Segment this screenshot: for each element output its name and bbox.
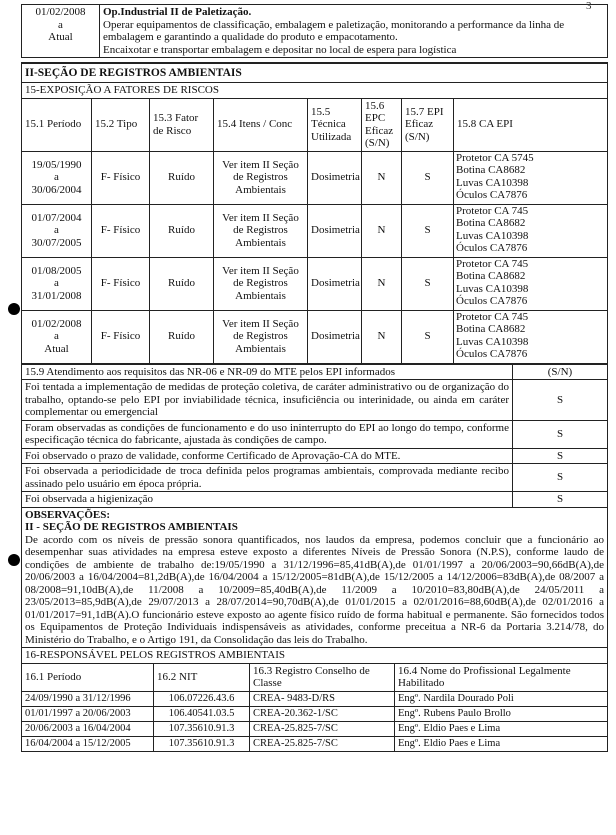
epi-sn-header: (S/N) — [513, 364, 608, 380]
responsible-table — [21, 647, 608, 752]
epi-requirement-row — [22, 420, 608, 448]
risk-factor-cell: Ruído — [150, 310, 214, 363]
epi-requirement-value: S — [513, 464, 608, 492]
risk-ca-line: Botina CA8682 — [456, 217, 526, 229]
risk-items-cell: Ver item II Seção de Registros Ambientais — [214, 257, 308, 310]
risk-ca-line: Protetor CA 745 — [456, 257, 529, 270]
risk-header-cell: 15.7 EPI Eficaz (S/N) — [402, 98, 454, 151]
responsible-registry: CREA- 9483-D/RS — [250, 691, 395, 706]
responsible-period: 20/06/2003 a 16/04/2004 — [22, 721, 154, 736]
page-corner-mark: 3 — [586, 0, 592, 12]
risk-epi-cell: S — [402, 257, 454, 310]
responsible-period: 01/01/1997 a 20/06/2003 — [22, 706, 154, 721]
risk-header-cell: 15.1 Período — [22, 98, 92, 151]
risk-ca-cell — [454, 257, 608, 310]
responsible-period: 24/09/1990 a 31/12/1996 — [22, 691, 154, 706]
risk-items-cell: Ver item II Seção de Registros Ambientais — [214, 151, 308, 204]
responsible-header-row — [22, 663, 608, 691]
risk-factor-cell: Ruído — [150, 151, 214, 204]
responsible-header-cell: 16.4 Nome do Profissional Legalmente Habilitado — [395, 663, 608, 691]
responsible-name: Engº. Nardila Dourado Poli — [395, 691, 608, 706]
responsible-name: Engº. Eldio Paes e Lima — [395, 721, 608, 736]
job-description-table — [21, 4, 608, 58]
risk-technique-cell: Dosimetria — [308, 257, 362, 310]
punch-hole-top — [8, 303, 20, 315]
responsible-name: Engº. Eldio Paes e Lima — [395, 736, 608, 751]
risk-header-cell: 15.4 Itens / Conc — [214, 98, 308, 151]
observations-title: OBSERVAÇÕES: — [25, 508, 110, 521]
job-desc-1: Operar equipamentos de classificação, embalagem e paletização, monitorando a performance da linha de embalagem e garantindo a qualidade do produto e empacotamento. — [103, 18, 565, 43]
risk-factor-cell: Ruído — [150, 257, 214, 310]
punch-hole-bottom — [8, 554, 20, 566]
responsible-nit: 106.07226.43.6 — [154, 691, 250, 706]
epi-requirement-text: Foi observada a higienização — [22, 492, 513, 508]
risk-type-cell: F- Físico — [92, 151, 150, 204]
job-details — [100, 5, 608, 58]
section-16-heading: 16-RESPONSÁVEL PELOS REGISTROS AMBIENTAIS — [22, 648, 608, 664]
risk-ca-line: Luvas CA10398 — [456, 229, 529, 242]
risk-header-cell: 15.8 CA EPI — [454, 98, 608, 151]
risk-ca-line: Óculos CA7876 — [456, 189, 528, 201]
risk-period-line: a — [54, 224, 59, 237]
risk-type-cell: F- Físico — [92, 204, 150, 257]
risk-period-line: a — [54, 330, 59, 343]
risk-ca-line: Botina CA8682 — [456, 270, 526, 282]
responsible-row — [22, 736, 608, 751]
risk-row — [22, 257, 608, 310]
risk-period-cell — [22, 204, 92, 257]
responsible-header-cell: 16.1 Período — [22, 663, 154, 691]
risk-epi-cell: S — [402, 310, 454, 363]
job-title: Op.Industrial II de Paletização. — [103, 6, 252, 18]
responsible-row — [22, 721, 608, 736]
risk-row — [22, 310, 608, 363]
risk-epc-cell: N — [362, 151, 402, 204]
risk-period-line: Atual — [44, 342, 69, 355]
epi-requirement-row — [22, 380, 608, 421]
epi-requirement-text: Foi observada a periodicidade de troca definida pelos programas ambientais, comprovada mediante recibo assinado pelo usuário em época própria. — [22, 464, 513, 492]
risk-header-cell: 15.5 Técnica Utilizada — [308, 98, 362, 151]
risk-period-line: 01/08/2005 — [31, 264, 82, 277]
risk-period-cell — [22, 257, 92, 310]
responsible-row — [22, 691, 608, 706]
epi-requirement-text: Foi tentada a implementação de medidas de proteção coletiva, de caráter administrativo ou de organização do trabalho, optando-se pelo EPI por inviabilidade técnica, insuficiência ou interinidade, ou ainda em caráter complementar ou emergencial — [22, 380, 513, 421]
observations-box — [21, 508, 608, 648]
responsible-name: Engº. Rubens Paulo Brollo — [395, 706, 608, 721]
risk-ca-line: Protetor CA 5745 — [456, 151, 534, 164]
risk-period-line: 19/05/1990 — [31, 158, 82, 171]
risk-period-line: a — [54, 277, 59, 290]
risk-period-line: 31/01/2008 — [31, 289, 82, 302]
risk-ca-line: Óculos CA7876 — [456, 348, 528, 360]
epi-requirements-table — [21, 364, 608, 508]
risk-period-line: 01/07/2004 — [31, 211, 82, 224]
epi-requirement-value: S — [513, 448, 608, 464]
risk-items-cell: Ver item II Seção de Registros Ambientais — [214, 310, 308, 363]
risk-period-line: 30/06/2004 — [31, 183, 82, 196]
responsible-registry: CREA-20.362-1/SC — [250, 706, 395, 721]
risk-technique-cell: Dosimetria — [308, 310, 362, 363]
risk-header-cell: 15.2 Tipo — [92, 98, 150, 151]
risk-epi-cell: S — [402, 151, 454, 204]
risk-ca-line: Luvas CA10398 — [456, 282, 529, 295]
risk-ca-line: Protetor CA 745 — [456, 310, 529, 323]
observations-text: De acordo com os níveis de pressão sonora quantificados, nos laudos da empresa, podemos concluir que a funcionário ao desempenhar suas atividades na empresa esteve exposto a diferentes Níveis de Pressão Sonora (N.P.S), conforme laudo de condições de ambiente de trabalho de:19/05/1990 a 31/12/1996=85,41dB(A),de 01/01/1997 a 20/06/2003=90,66dB(A),de 20/06/2003 a 16/04/2004=81,2dB(A),de 16/04/2004 a 15/12/2005=81dB(A),de 15/12/2005 a 14/12/2006=83dB(A),de 08/2007 a 08/2008=91,10dB(A),de 11/2008 a 10/2009=85,40dB(A),de 11/2009 a 10/2010=83,80dB(A),de 24/05/2011 a 23/05/2013=85,9dB(A),de 29/07/2013 a 28/07/2014=90,70dB(A),de 01/01/2015 a 02/01/2016=88,60dB(A),de 02/01/2016 a 01/01/2017=91,1dB(A).O funcionário esteve exposto ao agente físico ruído de forma habitual e permanente. São fornecidos todos os Equipamentos de Proteção Individuais indispensáveis as atividades, conforme preceitua a NR-6 da Portaria 3.214/78, do Ministério do Trabalho, e o Artigo 191, da Consolidação das leis do Trabalho. — [25, 533, 604, 646]
epi-requirements-header: 15.9 Atendimento aos requisitos das NR-06 e NR-09 do MTE pelos EPI informados — [22, 364, 513, 380]
responsible-registry: CREA-25.825-7/SC — [250, 721, 395, 736]
risk-type-cell: F- Físico — [92, 310, 150, 363]
job-period: 01/02/2008 a Atual — [22, 5, 100, 58]
responsible-row — [22, 706, 608, 721]
risk-ca-cell — [454, 310, 608, 363]
risk-period-cell — [22, 151, 92, 204]
responsible-nit: 107.35610.91.3 — [154, 736, 250, 751]
risk-period-line: 01/02/2008 — [31, 317, 82, 330]
responsible-period: 16/04/2004 a 15/12/2005 — [22, 736, 154, 751]
risk-factor-cell: Ruído — [150, 204, 214, 257]
risk-ca-line: Óculos CA7876 — [456, 295, 528, 307]
document-page — [21, 0, 608, 752]
epi-requirement-row — [22, 448, 608, 464]
risk-header-cell: 15.3 Fator de Risco — [150, 98, 214, 151]
risk-header-cell: 15.6 EPC Eficaz (S/N) — [362, 98, 402, 151]
epi-requirement-value: S — [513, 420, 608, 448]
risk-ca-line: Luvas CA10398 — [456, 335, 529, 348]
risk-ca-cell — [454, 151, 608, 204]
section-ii-heading: II-SEÇÃO DE REGISTROS AMBIENTAIS — [21, 62, 608, 82]
responsible-nit: 107.35610.91.3 — [154, 721, 250, 736]
responsible-registry: CREA-25.825-7/SC — [250, 736, 395, 751]
epi-requirement-row — [22, 492, 608, 508]
risk-period-line: 30/07/2005 — [31, 236, 82, 249]
risk-header-row — [22, 98, 608, 151]
risk-epc-cell: N — [362, 257, 402, 310]
risk-epc-cell: N — [362, 204, 402, 257]
epi-requirement-value: S — [513, 492, 608, 508]
risk-row — [22, 151, 608, 204]
risk-ca-line: Botina CA8682 — [456, 323, 526, 335]
responsible-nit: 106.40541.03.5 — [154, 706, 250, 721]
risk-items-cell: Ver item II Seção de Registros Ambientais — [214, 204, 308, 257]
risk-ca-line: Luvas CA10398 — [456, 176, 529, 189]
risk-ca-line: Protetor CA 745 — [456, 204, 529, 217]
risk-period-line: a — [54, 171, 59, 184]
risk-ca-cell — [454, 204, 608, 257]
risk-row — [22, 204, 608, 257]
risk-type-cell: F- Físico — [92, 257, 150, 310]
risk-period-cell — [22, 310, 92, 363]
risk-technique-cell: Dosimetria — [308, 204, 362, 257]
epi-requirement-text: Foi observado o prazo de validade, conforme Certificado de Aprovação-CA do MTE. — [22, 448, 513, 464]
responsible-header-cell: 16.3 Registro Conselho de Classe — [250, 663, 395, 691]
section-15-heading: 15-EXPOSIÇÃO A FATORES DE RISCOS — [22, 83, 608, 99]
epi-requirement-row — [22, 464, 608, 492]
risk-exposure-table — [21, 82, 608, 364]
risk-ca-line: Botina CA8682 — [456, 164, 526, 176]
risk-epc-cell: N — [362, 310, 402, 363]
risk-epi-cell: S — [402, 204, 454, 257]
responsible-header-cell: 16.2 NIT — [154, 663, 250, 691]
observations-subtitle: II - SEÇÃO DE REGISTROS AMBIENTAIS — [25, 521, 238, 533]
risk-ca-line: Óculos CA7876 — [456, 242, 528, 254]
job-desc-2: Encaixotar e transportar embalagem e depositar no local de espera para logística — [103, 43, 457, 56]
epi-requirement-text: Foram observadas as condições de funcionamento e do uso ininterrupto do EPI ao longo do tempo, conforme especificação técnica do fabricante, ajustada às condições de campo. — [22, 420, 513, 448]
epi-requirement-value: S — [513, 380, 608, 421]
risk-technique-cell: Dosimetria — [308, 151, 362, 204]
